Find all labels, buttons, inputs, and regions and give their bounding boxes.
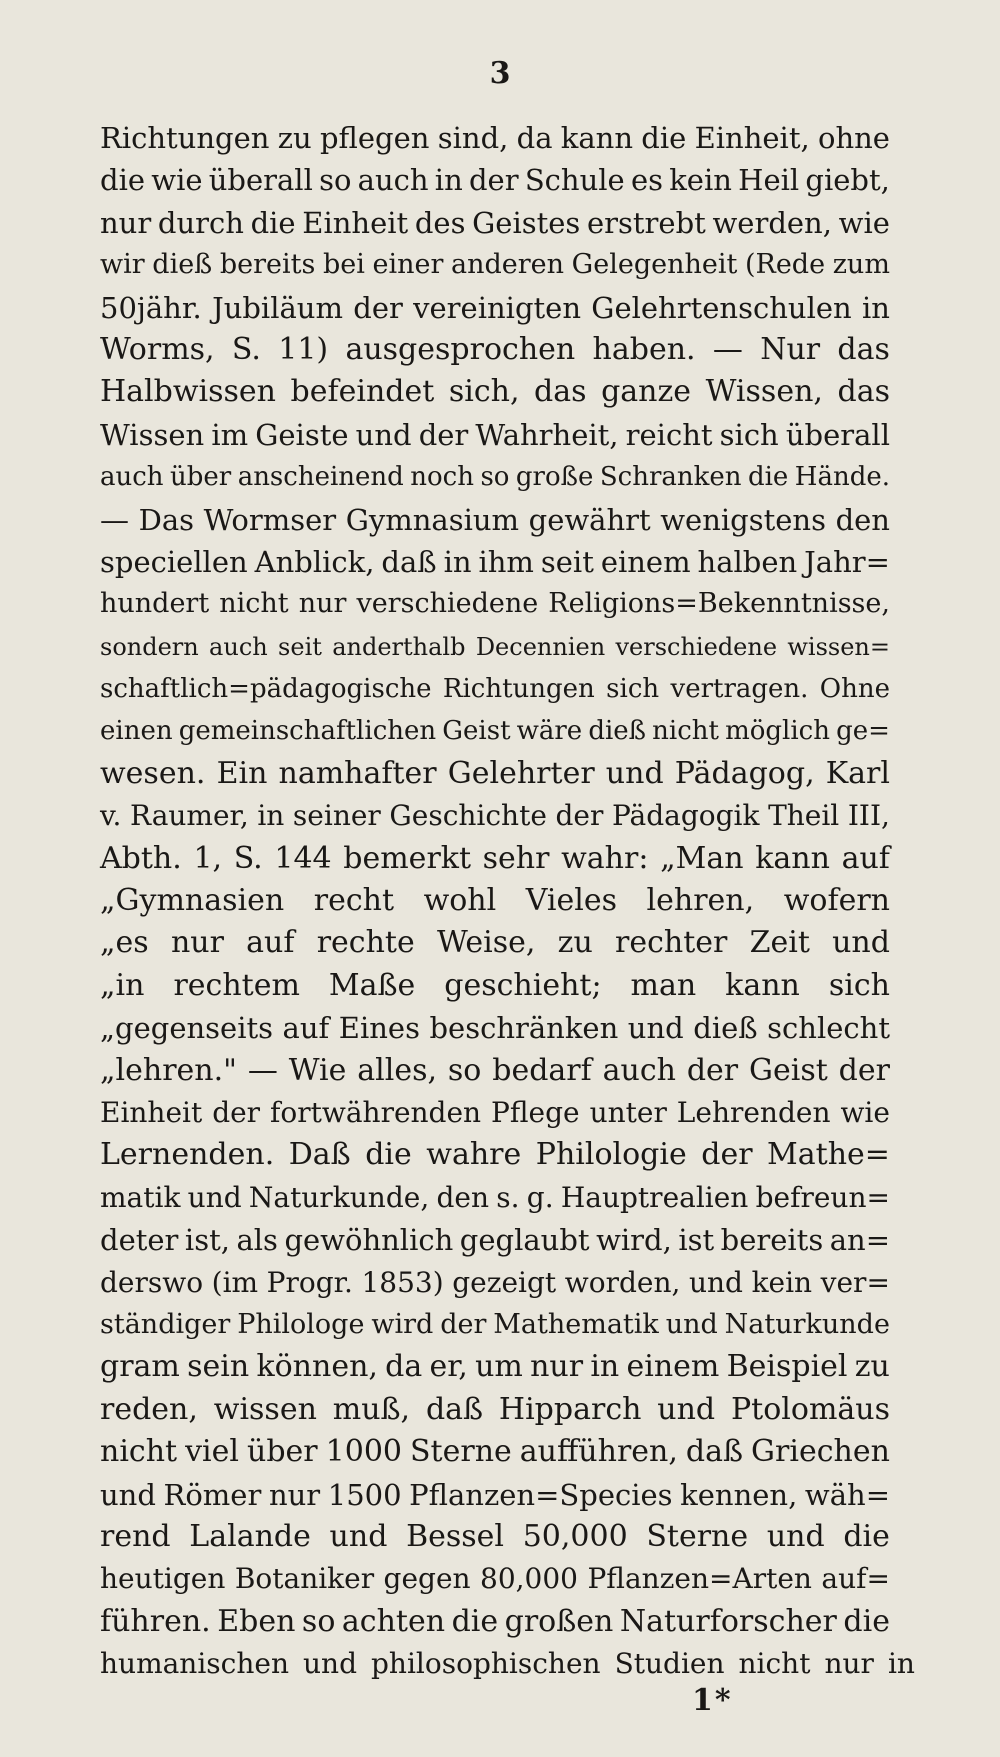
text-line: wesen. Ein namhafter Gelehrter und Pädagog, Karl	[100, 755, 890, 791]
text-line: sondern auch seit anderthalb Decennien verschiedene wissen=	[100, 632, 890, 661]
text-line: führen. Eben so achten die großen Naturforscher die	[100, 1603, 890, 1639]
text-line: auch über anscheinend noch so große Schranken die Hände.	[100, 462, 890, 493]
text-line: „lehren." — Wie alles, so bedarf auch der Geist der	[100, 1052, 890, 1088]
text-line: „in rechtem Maße geschieht; man kann sich	[100, 967, 890, 1003]
text-line: 50jähr. Jubiläum der vereinigten Gelehrtenschulen in	[100, 290, 890, 325]
text-line: hundert nicht nur verschiedene Religions=Bekenntnisse,	[100, 588, 890, 620]
text-line: „es nur auf rechte Weise, zu rechter Zeit und	[100, 925, 890, 961]
signature-mark: 1*	[692, 1683, 733, 1718]
text-line: rend Lalande und Bessel 50,000 Sterne und die	[100, 1518, 890, 1554]
text-line: schaftlich=pädagogische Richtungen sich vertragen. Ohne	[100, 674, 890, 705]
text-line: Abth. 1, S. 144 bemerkt sehr wahr: „Man kann auf	[100, 840, 890, 876]
text-line: v. Raumer, in seiner Geschichte der Pädagogik Theil III,	[100, 799, 890, 833]
text-line: nur durch die Einheit des Geistes erstrebt werden, wie	[100, 205, 890, 240]
text-line: Einheit der fortwährenden Pflege unter Lehrenden wie	[100, 1095, 890, 1129]
text-line: speciellen Anblick, daß in ihm seit einem halben Jahr=	[100, 544, 890, 579]
text-line: humanischen und philosophischen Studien nicht nur in	[100, 1647, 915, 1681]
text-line: reden, wissen muß, daß Hipparch und Ptolomäus	[100, 1391, 890, 1427]
text-line: ständiger Philologe wird der Mathematik und Naturkunde	[100, 1308, 890, 1340]
text-line: Wissen im Geiste und der Wahrheit, reicht sich überall	[100, 417, 890, 452]
body-text	[100, 117, 915, 1685]
text-line: „Gymnasien recht wohl Vieles lehren, wofern	[100, 883, 890, 919]
text-line: derswo (im Progr. 1853) gezeigt worden, und kein ver=	[100, 1265, 890, 1299]
page-number: 3	[489, 56, 511, 91]
text-line: und Römer nur 1500 Pflanzen=Species kennen, wäh=	[100, 1477, 890, 1512]
text-line: heutigen Botaniker gegen 80,000 Pflanzen=Arten auf=	[100, 1562, 890, 1596]
text-line: „gegenseits auf Eines beschränken und dieß schlecht	[100, 1011, 890, 1046]
text-line: gram sein können, da er, um nur in einem Beispiel zu	[100, 1349, 890, 1385]
text-line: wir dieß bereits bei einer anderen Gelegenheit (Rede zum	[100, 249, 890, 281]
text-line: Worms, S. 11) ausgesprochen haben. — Nur das	[100, 331, 890, 367]
text-line: deter ist, als gewöhnlich geglaubt wird, ist bereits an=	[100, 1223, 890, 1258]
text-line: Richtungen zu pflegen sind, da kann die Einheit, ohne	[100, 121, 890, 155]
text-line: — Das Wormser Gymnasium gewährt wenigstens den	[100, 502, 890, 537]
text-line: nicht viel über 1000 Sterne aufführen, daß Griechen	[100, 1434, 890, 1470]
text-line: einen gemeinschaftlichen Geist wäre dieß nicht möglich ge=	[100, 716, 890, 747]
text-line: matik und Naturkunde, den s. g. Hauptrealien befreun=	[100, 1180, 890, 1214]
text-line: die wie überall so auch in der Schule es kein Heil giebt,	[100, 163, 890, 198]
text-line: Halbwissen befeindet sich, das ganze Wissen, das	[100, 374, 890, 410]
text-line: Lernenden. Daß die wahre Philologie der Mathe=	[100, 1137, 890, 1173]
